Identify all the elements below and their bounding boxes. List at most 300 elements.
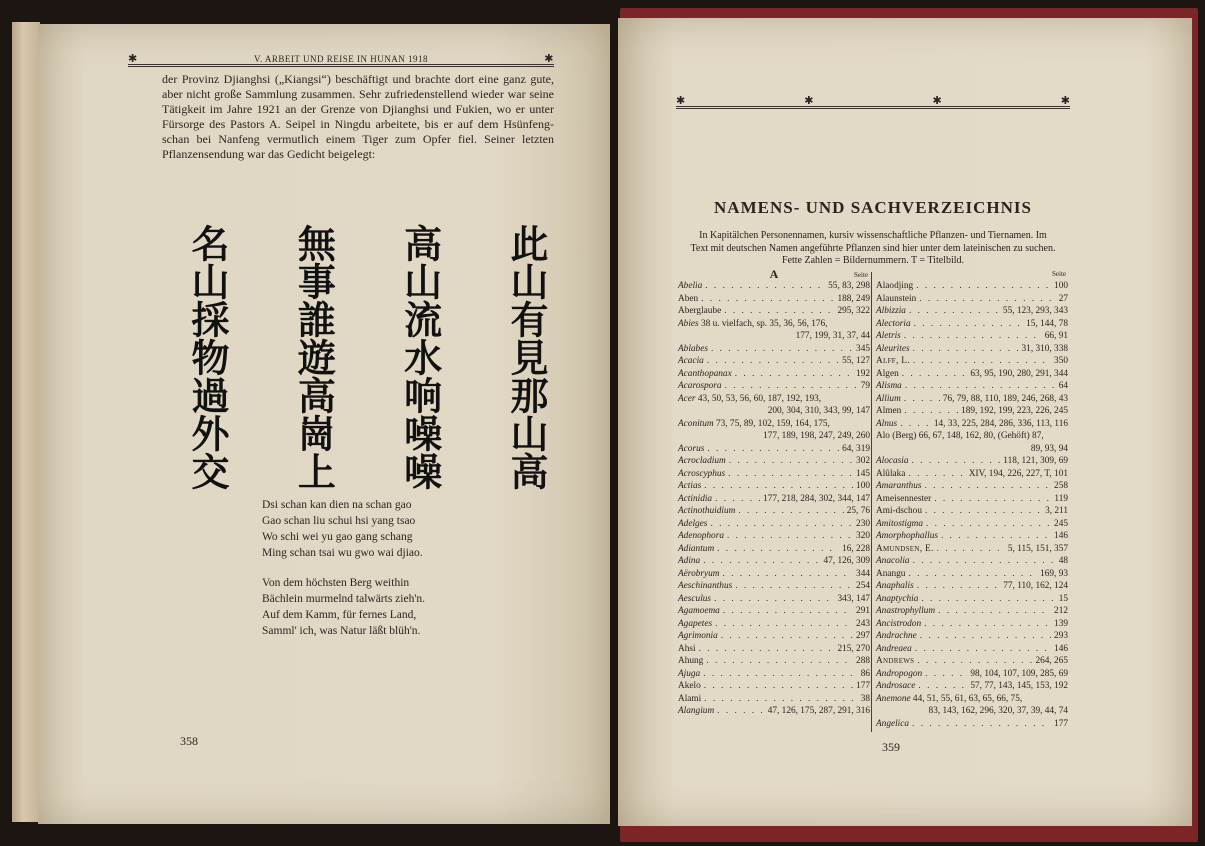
- index-entry: [678, 293, 870, 306]
- index-pages: 100: [856, 481, 870, 491]
- index-pages: 38: [860, 693, 870, 704]
- index-term: Acanthopanax: [678, 368, 732, 379]
- index-term: Ajuga: [678, 668, 701, 679]
- leader-dots: [913, 355, 1051, 368]
- index-term: Actias: [678, 481, 702, 491]
- index-entry: [876, 505, 1068, 518]
- index-pages: 43, 50, 53, 56, 60, 187, 192, 193,: [697, 393, 822, 404]
- index-entry: [876, 580, 1068, 593]
- index-term: Amundsen, E.: [876, 543, 934, 554]
- index-pages: 254: [856, 581, 870, 591]
- index-term: Ahsi: [678, 643, 696, 654]
- index-term: Actinidia: [678, 493, 713, 504]
- poem-romanized: [262, 497, 423, 561]
- index-term: Aletris: [876, 331, 901, 341]
- index-entry: [678, 355, 870, 368]
- head-rule: [676, 106, 1070, 107]
- column-divider: [871, 272, 872, 732]
- index-entry: [678, 680, 870, 693]
- calligraphy-column: 名山採物過外交: [185, 224, 229, 490]
- leader-dots: [908, 468, 965, 481]
- index-term: Andrachne: [876, 631, 917, 641]
- index-entry: [678, 605, 870, 618]
- index-pages: 100: [1054, 281, 1068, 291]
- index-pages: 55, 83, 298: [828, 281, 870, 291]
- index-term: Agapetes: [678, 618, 713, 629]
- index-entry: [678, 643, 870, 656]
- head-rule: [676, 108, 1070, 109]
- index-pages: 192: [856, 368, 870, 379]
- index-term: Adelges: [678, 518, 708, 529]
- leader-dots: [920, 630, 1051, 643]
- index-term: Acacia: [678, 356, 704, 366]
- index-pages-continued: 177, 199, 31, 37, 44: [795, 331, 870, 341]
- index-entry: [876, 605, 1068, 618]
- index-term: Aleurites: [876, 343, 910, 354]
- index-entry: [678, 443, 870, 456]
- index-term: Allium: [876, 393, 901, 404]
- index-entry: [678, 368, 870, 381]
- poem-line: Dsi schan kan dien na schan gao: [262, 499, 412, 511]
- leader-dots: [917, 655, 1032, 668]
- index-entry: [876, 368, 1068, 381]
- index-entry: [876, 430, 1068, 443]
- index-entry: [678, 555, 870, 568]
- index-entry: [678, 705, 870, 718]
- index-term: Adiantum: [678, 543, 715, 554]
- index-pages-continued: 83, 143, 162, 296, 320, 37, 39, 44, 74: [928, 706, 1068, 716]
- leader-dots: [926, 518, 1051, 531]
- index-pages: 146: [1054, 531, 1068, 541]
- index-entry: [876, 480, 1068, 493]
- index-pages: 320: [856, 531, 870, 541]
- poem-line: Auf dem Kamm, für fernes Land,: [262, 609, 417, 621]
- index-entry: [678, 518, 870, 531]
- index-pages: 177: [856, 681, 870, 691]
- index-entry: [678, 343, 870, 356]
- index-term: Abelia: [678, 281, 703, 291]
- index-pages: 177, 218, 284, 302, 344, 147: [763, 493, 870, 504]
- index-entry: [678, 280, 870, 293]
- leader-dots: [917, 580, 1001, 593]
- index-entry: [876, 405, 1068, 418]
- index-entry: [876, 343, 1068, 356]
- index-term: Andreaea: [876, 643, 912, 654]
- leader-dots: [915, 643, 1051, 656]
- index-entry: [876, 393, 1068, 406]
- index-term: Anaphalis: [876, 581, 914, 591]
- index-pages: 230: [856, 518, 870, 529]
- index-pages: 77, 110, 162, 124: [1003, 581, 1068, 591]
- poem-line: Von dem höchsten Berg weithin: [262, 577, 410, 589]
- index-entry: [876, 693, 1068, 706]
- index-entry: [678, 530, 870, 543]
- index-term: Anaptychia: [876, 593, 919, 604]
- index-entry: [876, 630, 1068, 643]
- index-pages: 47, 126, 309: [823, 556, 870, 566]
- index-term: Acrocladium: [678, 456, 726, 466]
- leader-dots: [717, 543, 839, 556]
- leader-dots: [725, 380, 858, 393]
- index-entry: [678, 693, 870, 706]
- index-term: Alectoria: [876, 318, 911, 329]
- index-term: Alami: [678, 693, 702, 704]
- leader-dots: [908, 568, 1037, 581]
- index-term: Agrimonia: [678, 631, 718, 641]
- star-ornament-icon: ✱: [128, 53, 138, 65]
- index-entry: [876, 418, 1068, 431]
- leader-dots: [916, 280, 1051, 293]
- running-head-text: V. ARBEIT UND REISE IN HUNAN 1918: [254, 53, 428, 64]
- index-pages: 188, 249: [837, 293, 870, 304]
- index-pages: 15: [1058, 593, 1068, 604]
- index-term: Aberglaube: [678, 306, 722, 316]
- index-entry: [678, 318, 870, 331]
- index-entry: [876, 468, 1068, 481]
- leader-dots: [738, 505, 843, 518]
- leader-dots: [707, 355, 839, 368]
- index-entry: [678, 543, 870, 556]
- index-term: Abies: [678, 318, 699, 329]
- index-entry: [876, 318, 1068, 331]
- head-rule: [128, 66, 554, 67]
- index-term: Almen: [876, 406, 902, 416]
- index-pages: 243: [856, 618, 870, 629]
- index-entry: [678, 418, 870, 431]
- index-entry: [876, 618, 1068, 631]
- index-entry: [678, 580, 870, 593]
- index-entry: [876, 668, 1068, 681]
- leader-dots: [913, 555, 1056, 568]
- index-pages: 64, 319: [842, 443, 870, 454]
- leader-dots: [724, 305, 834, 318]
- leader-dots: [921, 593, 1055, 606]
- index-entry: [876, 518, 1068, 531]
- index-pages: 57, 77, 143, 145, 153, 192: [970, 681, 1068, 691]
- index-entry: [876, 543, 1068, 556]
- index-pages: 118, 121, 309, 69: [1003, 456, 1068, 466]
- index-entry: [678, 668, 870, 681]
- index-entry: [876, 355, 1068, 368]
- index-pages-continued: 89, 93, 94: [1030, 443, 1068, 454]
- page-number-left: 358: [180, 734, 198, 748]
- leader-dots: [721, 630, 853, 643]
- index-term: Alo (Berg): [876, 431, 917, 441]
- index-entry: [876, 680, 1068, 693]
- leader-dots: [934, 493, 1051, 506]
- index-entry: [876, 718, 1068, 731]
- index-entry: [678, 655, 870, 668]
- star-ornament-icon: ✱: [1060, 95, 1070, 107]
- poem-line: Wo schi wei yu gao gang schang: [262, 531, 413, 543]
- index-pages: 25, 76: [846, 506, 870, 516]
- leader-dots: [924, 480, 1051, 493]
- index-entry: [678, 380, 870, 393]
- index-pages: 44, 51, 55, 61, 63, 65, 66, 75,: [912, 693, 1023, 704]
- index-term: Ameisennester: [876, 493, 932, 504]
- index-term: Amitostigma: [876, 518, 924, 529]
- index-pages: 66, 91: [1044, 331, 1068, 341]
- index-pages: 14, 33, 225, 284, 286, 336, 113, 116: [933, 418, 1068, 429]
- index-pages: 48: [1058, 556, 1068, 566]
- index-pages: 66, 67, 148, 162, 80, (Gehöft) 87,: [918, 431, 1044, 441]
- leader-dots: [714, 593, 834, 606]
- seite-label: Seite: [854, 271, 868, 279]
- body-paragraph: der Provinz Djianghsi („Kiangsi“) beschäftigt und brachte dort eine ganz gute, aber nicht große Sammlung zusammen. Sehr zufriedenstellend wieder war seine Tätigkeit im Jahre 1921 an der Grenze von Djianghsi und Fukien, wo er unter Fürsorge des Pastors A. Seipel in Ningdu arbeitete, bis er auf dem Hsünfeng-schan bei Nanfeng vermutlich einem Tiger zum Opfer fiel. Seiner letzten Pflanzensendung war das Gedicht beigelegt:: [162, 72, 554, 161]
- leader-dots: [704, 680, 853, 693]
- index-pages: 47, 126, 175, 287, 291, 316: [767, 706, 870, 716]
- leader-dots: [735, 368, 853, 381]
- index-pages: 212: [1054, 606, 1068, 616]
- index-entry: [678, 568, 870, 581]
- index-pages: 38 u. vielfach, sp. 35, 36, 56, 176,: [700, 318, 828, 329]
- calligraphy-column: 高山流水响噪噪: [397, 224, 442, 490]
- index-entry: [876, 293, 1068, 306]
- index-pages: 258: [1054, 481, 1068, 491]
- index-term: Akelo: [678, 681, 701, 691]
- leader-dots: [914, 318, 1024, 331]
- index-pages: 293: [1054, 631, 1068, 641]
- index-pages: 98, 104, 107, 109, 285, 69: [970, 668, 1068, 679]
- index-entry: [876, 530, 1068, 543]
- index-entry: [876, 380, 1068, 393]
- index-entry: [678, 468, 870, 481]
- leader-dots: [905, 380, 1056, 393]
- index-term: Aërobryum: [678, 568, 720, 579]
- index-pages: 297: [856, 631, 870, 641]
- leader-dots: [913, 343, 1019, 356]
- index-pages: 119: [1054, 493, 1068, 504]
- index-pages: 55, 123, 293, 343: [1002, 306, 1068, 316]
- leader-dots: [701, 293, 834, 306]
- calligraphy-column: 無事誰遊高崗上: [291, 224, 336, 490]
- leader-dots: [937, 543, 1005, 556]
- index-pages: XIV, 194, 226, 227, T, 101: [968, 468, 1068, 479]
- index-entry: [876, 455, 1068, 468]
- index-term: Anastrophyllum: [876, 606, 936, 616]
- leader-dots: [938, 605, 1051, 618]
- index-term: Ablabes: [678, 343, 708, 354]
- index-column-2: [876, 268, 1068, 730]
- index-title: NAMENS- UND SACHVERZEICHNIS: [714, 198, 1032, 217]
- index-term: Algen: [876, 368, 899, 379]
- index-term: Alangium: [678, 706, 715, 716]
- leader-dots: [912, 718, 1051, 731]
- index-term: Alocasia: [876, 456, 909, 466]
- leader-dots: [919, 293, 1055, 306]
- index-pages: 3, 211: [1045, 506, 1068, 516]
- leader-dots: [729, 455, 853, 468]
- index-entry: [678, 493, 870, 506]
- index-letter-heading: A Seite: [769, 267, 868, 281]
- head-rule: [128, 64, 554, 65]
- index-pages: 245: [1054, 518, 1068, 529]
- leader-dots: [723, 605, 853, 618]
- index-entry: [876, 280, 1068, 293]
- index-term: Acorus: [678, 443, 705, 454]
- index-column-1: [678, 268, 870, 718]
- star-ornament-icon: ✱: [544, 53, 554, 65]
- index-pages: 27: [1058, 293, 1068, 304]
- chinese-poem-calligraphy: [186, 212, 546, 502]
- index-entry: [876, 643, 1068, 656]
- index-term: Ancistrodon: [876, 618, 922, 629]
- poem-line: Gao schan liu schui hsi yang tsao: [262, 515, 416, 527]
- index-pages: 16, 228: [842, 543, 870, 554]
- index-pages: 15, 144, 78: [1026, 318, 1068, 329]
- index-pages: 215, 270: [837, 643, 870, 654]
- leader-dots: [704, 693, 857, 706]
- index-pages: 73, 75, 89, 102, 159, 164, 175,: [715, 418, 830, 429]
- leader-dots: [727, 530, 853, 543]
- leader-dots: [909, 305, 1000, 318]
- index-pages: 291: [856, 606, 870, 616]
- index-term: Alisma: [876, 381, 902, 391]
- index-entry: [678, 393, 870, 406]
- index-term: Ahung: [678, 656, 704, 666]
- index-term: Adina: [678, 556, 701, 566]
- index-term: Alaodjing: [876, 281, 914, 291]
- index-entry: [876, 493, 1068, 506]
- leader-dots: [715, 493, 760, 506]
- index-term: Amorphophallus: [876, 531, 938, 541]
- index-entry: [678, 505, 870, 518]
- index-pages: 169, 93: [1040, 568, 1068, 579]
- index-pages: 344: [856, 568, 870, 579]
- index-term: Alûlaka: [876, 468, 906, 479]
- index-pages: 189, 192, 199, 223, 226, 245: [961, 406, 1068, 416]
- index-term: Anacolia: [876, 556, 910, 566]
- leader-dots: [902, 368, 968, 381]
- index-pages: 345: [856, 343, 870, 354]
- calligraphy-column: 此山有見那山高: [503, 224, 548, 490]
- index-term: Adenophora: [678, 531, 724, 541]
- index-term: Andropogon: [876, 668, 923, 679]
- index-pages: 5, 115, 151, 357: [1007, 543, 1068, 554]
- star-ornament-icon: ✱: [804, 95, 814, 107]
- leader-dots: [710, 518, 853, 531]
- index-term: Andrews: [876, 656, 915, 666]
- page-number-right: 359: [882, 740, 900, 754]
- index-pages: 79: [860, 381, 870, 391]
- index-entry: [876, 568, 1068, 581]
- leader-dots: [711, 343, 853, 356]
- index-pages: 288: [856, 656, 870, 666]
- index-entry: [876, 305, 1068, 318]
- index-pages-continued: 200, 304, 310, 343, 99, 147: [767, 406, 870, 416]
- index-term: Actinothuidium: [678, 506, 736, 516]
- index-pages: 64: [1058, 381, 1068, 391]
- index-entry: [678, 630, 870, 643]
- index-entry: [678, 305, 870, 318]
- index-pages: 343, 147: [837, 593, 870, 604]
- poem-line: Bächlein murmelnd talwärts zieh'n.: [262, 593, 426, 605]
- leader-dots: [735, 580, 853, 593]
- leader-dots: [706, 655, 853, 668]
- index-pages: 86: [860, 668, 870, 679]
- index-entry: [678, 455, 870, 468]
- leader-dots: [715, 618, 853, 631]
- leader-dots: [904, 393, 940, 406]
- index-intro: In Kapitälchen Personennamen, kursiv wissenschaftliche Pflanzen- und Tiernamen. Im Text mit deutschen Namen angeführte Pflanzen sind hier unter dem lateinischen zu suchen. Fette Zahlen = Bildernummern. T = Titelbild.: [690, 230, 1056, 266]
- index-pages: 145: [856, 468, 870, 479]
- index-term: Anangu: [876, 568, 906, 579]
- book-page-edges: [12, 22, 40, 822]
- leader-dots: [703, 555, 820, 568]
- index-pages: 264, 265: [1035, 656, 1068, 666]
- leader-dots: [924, 618, 1051, 631]
- index-pages: 350: [1054, 356, 1068, 366]
- index-term: Amaranthus: [876, 481, 922, 491]
- star-ornament-icon: ✱: [932, 95, 942, 107]
- index-term: Acroscyphus: [678, 468, 726, 479]
- leader-dots: [900, 418, 931, 431]
- index-pages: 146: [1054, 643, 1068, 654]
- leader-dots: [925, 505, 1042, 518]
- index-entry: [678, 593, 870, 606]
- leader-dots: [728, 468, 853, 481]
- leader-dots: [703, 668, 857, 681]
- index-pages-continued: 177, 189, 198, 247, 249, 260: [763, 431, 870, 441]
- index-entry: [876, 593, 1068, 606]
- index-pages: 63, 95, 190, 280, 291, 344: [970, 368, 1068, 379]
- index-term: Aben: [678, 293, 699, 304]
- poem-line: Ming schan tsai wu gwo wai djiao.: [262, 547, 423, 559]
- index-term: Alnus: [876, 418, 898, 429]
- leader-dots: [941, 530, 1051, 543]
- index-term: Albizzia: [876, 306, 906, 316]
- poem-line: Samml' ich, was Natur läßt blüh'n.: [262, 625, 421, 637]
- index-pages: 177: [1054, 718, 1068, 729]
- index-term: Anemone: [876, 693, 911, 704]
- leader-dots: [717, 705, 765, 718]
- leader-dots: [904, 405, 958, 418]
- leader-dots: [705, 280, 825, 293]
- index-pages: 139: [1054, 618, 1068, 629]
- index-pages: 295, 322: [837, 306, 870, 316]
- index-term: Aeschinanthus: [678, 581, 733, 591]
- leader-dots: [912, 455, 1001, 468]
- leader-dots: [918, 680, 967, 693]
- leader-dots: [904, 330, 1042, 343]
- index-term: Agamoema: [678, 606, 720, 616]
- index-entry: [678, 618, 870, 631]
- leader-dots: [699, 643, 835, 656]
- index-entry: [678, 480, 870, 493]
- index-term: Alaunstein: [876, 293, 917, 304]
- index-term: Aconitum: [678, 418, 714, 429]
- index-entry: [876, 555, 1068, 568]
- index-term: Androsace: [876, 681, 916, 691]
- leader-dots: [704, 480, 853, 493]
- index-term: Ami-dschou: [876, 506, 922, 516]
- star-ornament-icon: ✱: [676, 95, 686, 107]
- index-entry: [876, 330, 1068, 343]
- index-pages: 302: [856, 456, 870, 466]
- leader-dots: [707, 443, 839, 456]
- index-pages: 55, 127: [842, 356, 870, 366]
- index-term: Alff, L.: [876, 356, 910, 366]
- index-pages: 31, 310, 338: [1021, 343, 1068, 354]
- leader-dots: [722, 568, 853, 581]
- index-pages: 76, 79, 88, 110, 189, 246, 268, 43: [942, 393, 1068, 404]
- index-entry: [876, 655, 1068, 668]
- index-term: Acarospora: [678, 381, 722, 391]
- index-term: Aesculus: [678, 593, 712, 604]
- poem-german: [262, 575, 425, 639]
- index-term: Acer: [678, 393, 696, 404]
- seite-label: Seite: [1052, 270, 1066, 278]
